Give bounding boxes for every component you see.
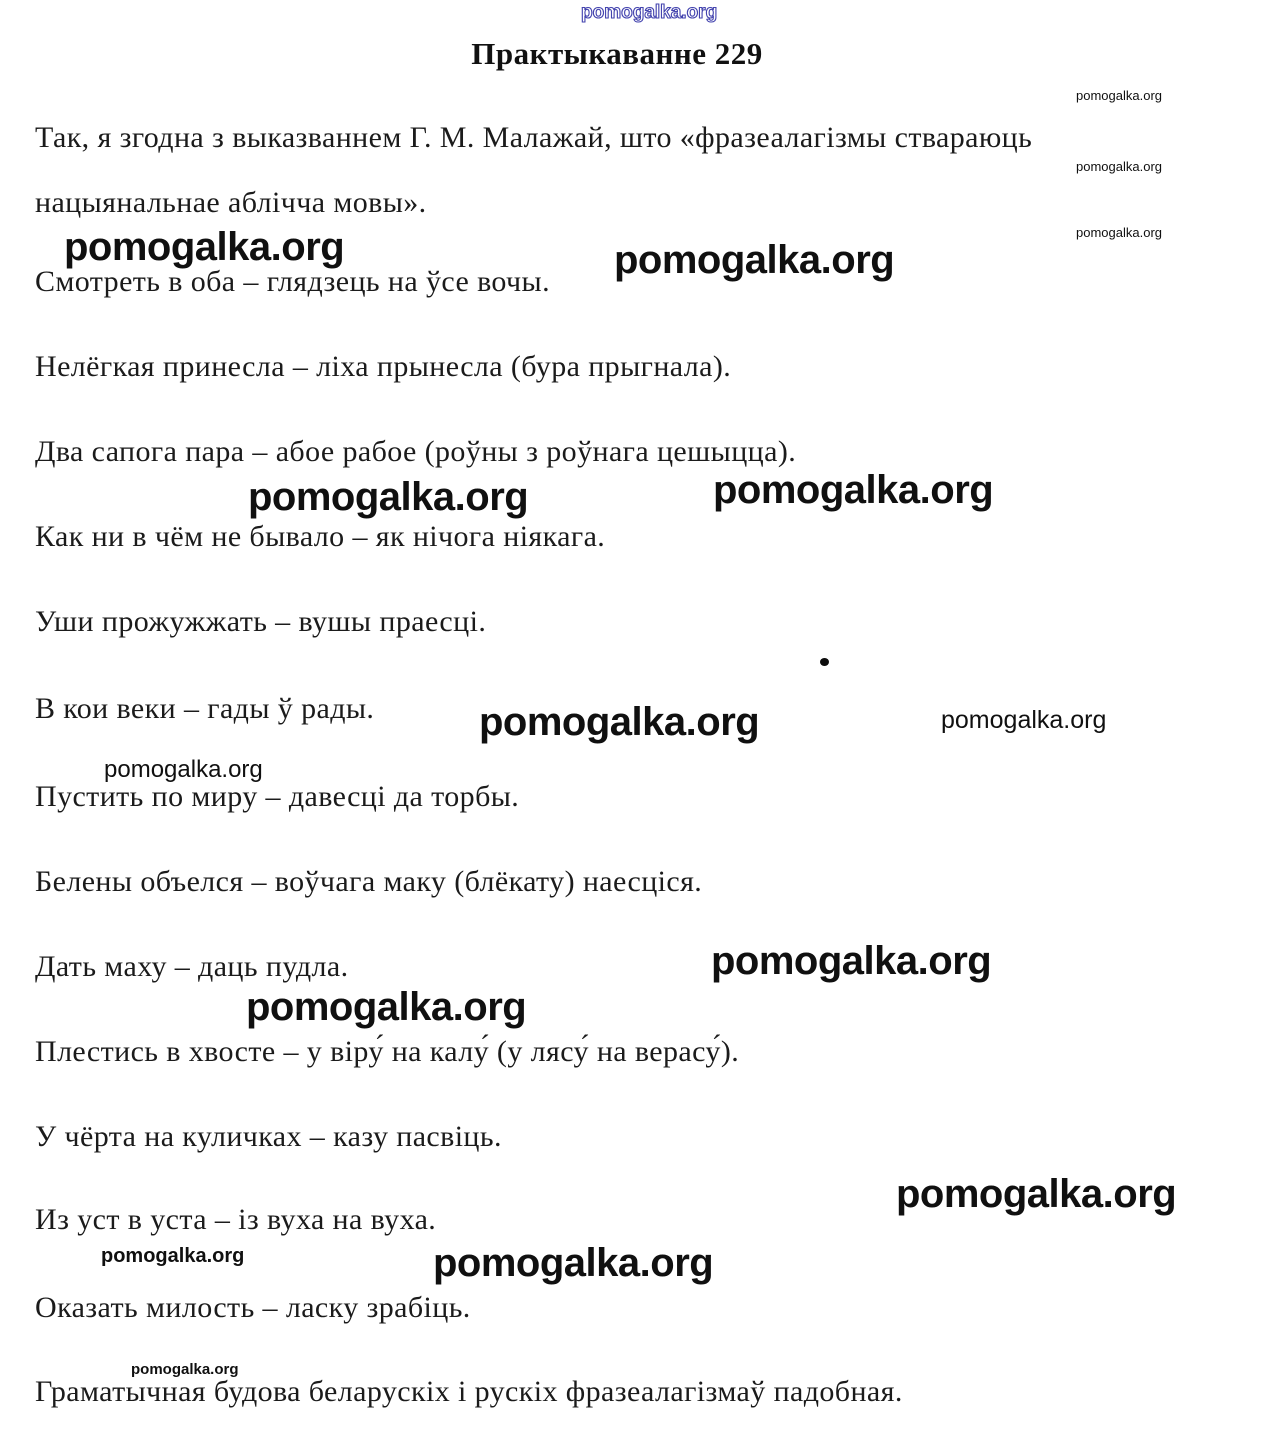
- watermark: pomogalka.org: [711, 939, 992, 983]
- watermark: pomogalka.org: [64, 225, 345, 269]
- phrase-line: Как ни в чём не бывало – як нічога ніякага.: [35, 520, 606, 553]
- watermark: pomogalka.org: [581, 2, 718, 23]
- intro-line: Так, я згодна з выказваннем Г. М. Малажай, што «фразеалагізмы ствараюць: [35, 121, 1033, 154]
- watermark: pomogalka.org: [713, 468, 994, 512]
- phrase-line: В кои веки – гады ў рады.: [35, 692, 375, 725]
- watermark: pomogalka.org: [896, 1172, 1177, 1216]
- watermark: pomogalka.org: [104, 756, 263, 783]
- phrase-line: Уши прожужжать – вушы праесці.: [35, 605, 487, 638]
- phrase-line: Дать маху – даць пудла.: [35, 950, 349, 983]
- watermark: pomogalka.org: [614, 238, 895, 282]
- phrase-line: Из уст в уста – із вуха на вуха.: [35, 1203, 437, 1236]
- intro-line: нацыянальнае аблічча мовы».: [35, 186, 427, 219]
- phrase-line: Нелёгкая принесла – ліха прынесла (бура прыгнала).: [35, 350, 732, 383]
- watermark: pomogalka.org: [1076, 88, 1162, 103]
- watermark: pomogalka.org: [1076, 225, 1162, 240]
- watermark: pomogalka.org: [941, 706, 1107, 734]
- watermark: pomogalka.org: [101, 1245, 245, 1267]
- watermark: pomogalka.org: [131, 1361, 239, 1378]
- watermark: pomogalka.org: [1076, 159, 1162, 174]
- phrase-line: Пустить по миру – давесці да торбы.: [35, 780, 520, 813]
- phrase-line: Два сапога пара – абое рабое (роўны з роўнага цешыцца).: [35, 435, 797, 468]
- watermark: pomogalka.org: [248, 475, 529, 519]
- page-title: Практыкаванне 229: [471, 36, 763, 71]
- phrase-line: Плестись в хвосте – у віру́ на калу́ (у лясу́ на верасу́).: [35, 1035, 740, 1068]
- watermark: pomogalka.org: [246, 985, 527, 1029]
- watermark: pomogalka.org: [479, 700, 760, 744]
- ink-dot: [820, 658, 829, 666]
- phrase-line: Белены объелся – воўчага маку (блёкату) наесціся.: [35, 865, 703, 898]
- phrase-line: Оказать милость – ласку зрабіць.: [35, 1291, 471, 1324]
- phrase-line: Смотреть в оба – глядзець на ўсе вочы.: [35, 265, 551, 298]
- phrase-line: У чёрта на куличках – казу пасвіць.: [35, 1120, 502, 1153]
- watermark: pomogalka.org: [433, 1241, 714, 1285]
- phrase-line: Граматычная будова беларускіх і рускіх фразеалагізмаў падобная.: [35, 1375, 903, 1408]
